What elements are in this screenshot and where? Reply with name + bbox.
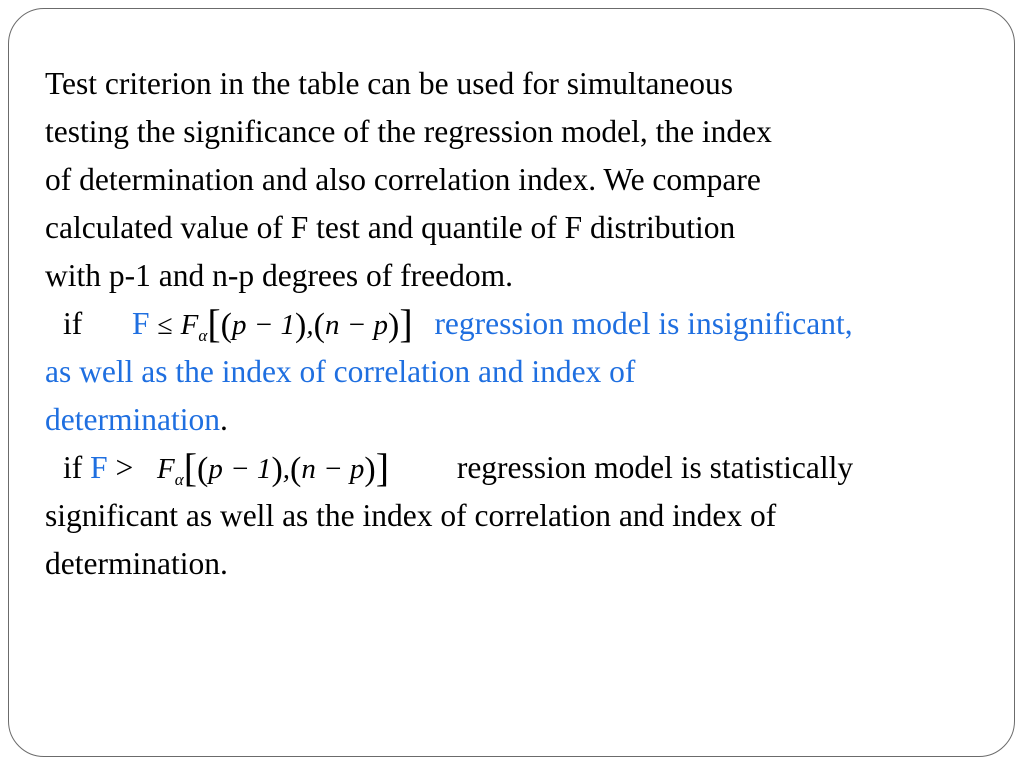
leq-symbol: ≤ <box>157 310 173 341</box>
f-quantile-formula-1: $F_\alpha[(p - 1),(n - p)]$ <box>180 301 413 346</box>
f-quantile-formula-2: $F_\alpha[(p - 1),(n - p)]$ <box>157 445 390 490</box>
condition-1-result-end: determination <box>45 402 220 437</box>
f-statistic-2: F <box>90 450 108 485</box>
condition-2-line-3: determination. <box>45 546 228 581</box>
f-statistic-1: F <box>132 306 150 341</box>
condition-2-result: regression model is statistically <box>456 450 854 485</box>
paragraph-line-5: with p-1 and n-p degrees of freedom. <box>45 258 513 293</box>
gt-symbol: > <box>115 450 134 485</box>
condition-1-period: . <box>219 402 228 437</box>
condition-1-result: regression model is insignificant, <box>434 306 853 341</box>
condition-1-line-1 <box>45 300 975 348</box>
paragraph-line-3: of determination and also correlation index. We compare <box>45 162 761 197</box>
paragraph-line-4: calculated value of F test and quantile of F distribution <box>45 210 736 245</box>
slide-text <box>45 60 975 588</box>
paragraph-line-2: testing the significance of the regression model, the index <box>45 114 772 149</box>
condition-2-line-1 <box>45 444 975 492</box>
condition-1-line-3 <box>45 396 975 444</box>
if-keyword-1: if <box>63 306 83 341</box>
condition-1-line-2: as well as the index of correlation and index of <box>45 354 636 389</box>
if-keyword-2: if <box>63 450 83 485</box>
condition-2-line-2: significant as well as the index of correlation and index of <box>45 498 777 533</box>
paragraph-line-1: Test criterion in the table can be used for simultaneous <box>45 66 733 101</box>
